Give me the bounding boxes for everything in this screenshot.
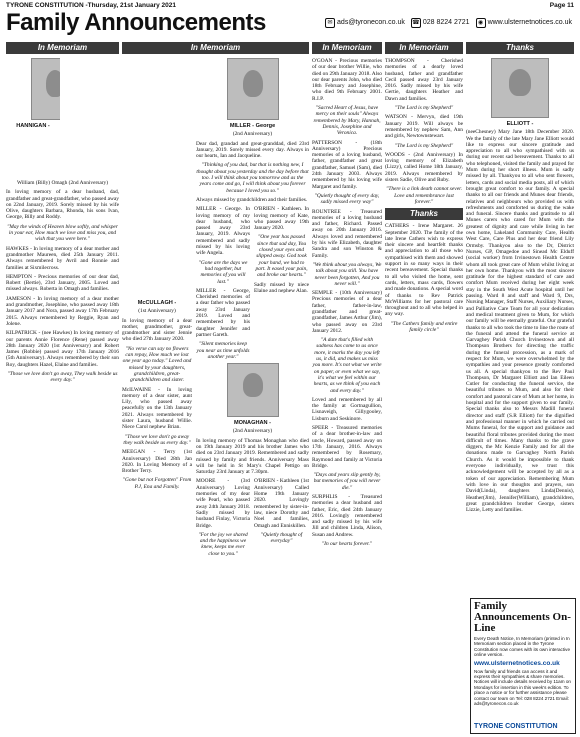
section-bar-4: In Memoriam bbox=[385, 42, 463, 54]
notice-rountree: ROUNTREE - Treasured memories of a loving husband and father, Richard. Passed away on 20th January 2016. Always loved and remembered by his wife Elizabeth, daughter Sandra and son Winston & Family. bbox=[312, 208, 382, 259]
section-bar-5: Thanks bbox=[466, 42, 574, 54]
notice-miller-2: MILLER - George. In loving memory of my dear husband, who passed away 23rd January, 2019. Always remembered and sadly missed by his loving wife Angela. bbox=[196, 206, 250, 257]
column-3: MILLER - George (2nd Anniversary) Dear dad, grandad and great-granddad, died 23rd January, 2019. Sorely missed every day. Always in our hearts, Ian and Jacqueline. "Thinking of you dad, but that is nothing new, I thought about you yesterday and the day before that too. I will think about you tomorrow and as the years come and go, I will think about you forever because I loved you so." Always missed by grandchildren and their families. MILLER - George. In loving memory of my dear husband, who passed away 23rd January, 2019. Always remembered and sadly missed by his loving wife Angela. "Gone are the days we had together, but memories of you will last." MILLER - George, Cherished memories of a dear father who passed away 23rd January 2019. Loved and remembered by his daughter Jennifer and partner Gareth. "Silent memories keep you near as time unfolds another year." O'BRIEN - Kathleen. In loving memory of Kate, who passed away 19th January 2020. "One year has passed since that sad day, You closed your eyes and slipped away. God took your hand, we had to part. It eased your pain, and broke our hearts." Sadly missed by niece Elaine and nephew Alan. MONAGHAN - (2nd Anniversary) In loving memory of Thomas Monaghan who died on 19th January 2019 and his brother James who died on 23rd January 2019. Remembered and sadly missed by family and friends. Anniversary Mass will be held in St Mary's Chapel Pettigo on Saturday 23rd January at 7.30pm. MOORE - (3rd Anniversary) Loving memories of my dear wife Pearl, who passed away 24th January 2018. Sadly missed by husband Finlay, Victoria Bridge. "For the joy we shared and the happiness we knew, keeps me ever close to you." O'BRIEN - Kathleen (1st Anniversary) Called Home 19th January 2020. Lovingly remembered by sister-in-law, niece Dorothy and Noel and families, Omagh and Enniskillen. "Quietly thought of everyday" bbox=[196, 58, 309, 733]
phone-contact[interactable]: ☎ 028 8224 2721 bbox=[412, 19, 470, 26]
web-contact[interactable]: ◉ www.ulsternetnotices.co.uk bbox=[476, 18, 572, 28]
thanks-bar: Thanks bbox=[385, 208, 463, 220]
mccullagh-caption: McCULLAGH - bbox=[137, 300, 177, 306]
notice-miller-1: Dear dad, grandad and great-granddad, died 23rd January, 2019. Sorely missed every day. Always in our hearts, Ian and Jacqueline. bbox=[196, 140, 309, 160]
ad-url[interactable]: www.ulsternetnotices.co.uk bbox=[474, 659, 560, 667]
notice-surphlis: SURPHLIS - Treasured memories a dear husband and father, Eric, died 24th January 2016. Lovingly remembered and sadly missed by his wife Jill and children Linda, Alison, Susan and Andrew. bbox=[312, 494, 382, 538]
brand-logo: TYRONE CONSTITUTION bbox=[474, 723, 558, 730]
notice-speer: SPEER - Treasured memories of a dear brother-in-law and uncle, Howard, passed away on 17th January, 2016. Always remembered by Rosemary, Raymond and family at Victoria Bridge. bbox=[312, 425, 382, 469]
masthead-left: TYRONE CONSTITUTION -Thursday, 21st January 2021 bbox=[6, 2, 177, 9]
notice-kilpatrick: KILPATRICK - (nee Hawkes) In loving memory of our parents Annie Florence (Rene) passed away 28th January 2020 (1st Anniversary) and Robert James (Robbie) passed away 17th January 2016 (5th Anniversary). Always remembered by their son Roy, daughters Hazel, Elaine and families. bbox=[6, 330, 119, 368]
section-bar-3: In Memoriam bbox=[312, 42, 382, 54]
column-1-text: William (Billy) Omagh (2nd Anniversary) In loving memory of a dear husband, dad, grandfather and great-grandfather, who passed away on 22nd January, 2019. Sorely missed by his wife Olive, daughters Barbara, Rhonda, his sons Ivan, George, Billy and Roddy. "May the winds of Heaven blow softly, and whisper in your ear, How much we love and miss you, and wish that you were here." HAWKES - In loving memory of a dear mother and grandmother Maureen, died 25th January 2011. Always remembered by Avril and Ronnie and families at Sixmilecross. HEMPTON - Precious memories of our dear dad, Robert (Bertie), 23rd January, 2005. Loved and missed always. Roberta in Omagh and families. JAMESON - In loving memory of a dear mother and grandmother, Josephine, who passed away 18th January 2017 and Nora, passed away 17th February 2015. Always remembered by Reggie, Ryan and Jolene. KILPATRICK - (nee Hawkes) In loving memory of our parents Annie Florence (Rene) passed away 28th January 2020 (1st Anniversary) and Robert James (Robbie) passed away 17th January 2016 (5th Anniversary). Always remembered by their son Roy, daughters Hazel, Elaine and families. "Those we love don't go away, They walk beside us every day." bbox=[6, 180, 119, 384]
page-title: Family Announcements bbox=[6, 9, 266, 36]
section-bar-1: In Memoriam bbox=[6, 42, 119, 54]
monaghan-photo bbox=[227, 363, 279, 417]
notice-miller-3: MILLER - George, Cherished memories of a dear father who passed away 23rd January 2019. Loved and remembered by his daughter Jennifer and partner Gareth. bbox=[196, 287, 250, 338]
notice-jameson: JAMESON - In loving memory of a dear mother and grandmother, Josephine, who passed away 18th January 2017 and Nora, passed away 17th February 2015. Always remembered by Reggie, Ryan and Jolene. bbox=[6, 295, 119, 327]
notice-mccullagh: In loving memory of a dear mother, grandmother, great-grandmother and sister Jennie who died 27th January 2020. bbox=[122, 317, 192, 343]
notice-meegan: MEEGAN - Terry (1st Anniversary) Died 28th Jan 2020. In Loving Memory of a Brother Terry. bbox=[122, 449, 192, 475]
contact-strip bbox=[325, 18, 572, 28]
notice-monaghan: In loving memory of Thomas Monaghan who died on 19th January 2019 and his brother James who died on 23rd January 2019. Remembered and sadly missed by family and friends. Anniversary Mass will be held in St Mary's Chapel Pettigo on Saturday 23rd January at 7.30pm. bbox=[196, 437, 309, 476]
notice-obrien-2: O'BRIEN - Kathleen (1st Anniversary) Called Home 19th January 2020. Lovingly remembered by sister-in-law, niece Dorothy and Noel and families, Omagh and Enniskillen. bbox=[254, 478, 309, 529]
column-6: ELLIOTT - (neeChesney) Mary Jane 18th December 2020. We the family of the late Mary Jane Elliott would like to express our sincere gratitude and appreciation to all who sympathised with us during our recent sad bereavement. Thanks to all who telephoned, visited the family and prayed for Mum during her short illness. Mum is sadly missed by all. Thankyou to all who sent flowers, letters, cards and social media posts, all of which brought great comfort to our family. A special thanks to all our friends and Munes dear friends, relatives and neighbours who provided us with refreshments and comforted us during the wake and funeral. Sincere thanks and gratitude to all Munes carers who cared for Mum with the greatest of dignity and care while living in her own home, Lakeland Community Care, Health West Care, Care Plus and her dear friend Lily Ormsby. Thankyou also to the Dr, District Nurses, GP, Omagedoe and Sinead Mc Elduff (social worker) from Irvinestown Health Centre whom all took great care of Mum whilst living at her own home. Thankyou with the most sincere gratitude for the highest standard of care and comfort Mum received during her eight week stay in the South West Acute hospital until her passing. Ward 8 and staff and Ward 9, Drs, Nursing Manager, Staff Nurses, Auxiliary Nurses, and Palliative Care Team for all your dedication and medical treatment given to Mum, for which our family will be eternally grateful. Our grateful thanks to all who took the time to line the route of the funeral and attend the funeral service at Garvaghey Parish Church Irvinestown and all Thompson Brothers for directing the traffic during the funeral procession, as a mark of respect for Mum, we were overwhelmed by the sympathies and your presence greatly comforted us all. A special thankyou to the Rev Paul Thompson, Dr Margaret Elliott and Ian Eileen Cutler for conducting the funeral service, the beautiful tributes to Mum, and also for their comfort and pastoral care of Mum at her home, in hospital and for the support given to our family. Special thanks also to Messrs Madill funeral director and staff (S.R Elliott) for the dignified and professional manner in which he carried out Mums funeral, for the support and guidance and beautiful floral tributes provided during the most difficult of times. Many thanks to the grave diggers, the Mc Kenzie Family and for all the donations made to Garvaghey North Parish Church. As it would be impossible to thank everyone individually, we trust this acknowledgement will be accepted by all as a token of our appreciation. Remembering Mum with love in our thoughts and prayers, son David(Linda), daughters Linda(Dennis), Heather(Jim), Jennifer(William), grandchildren, great grandchildren brother George, sisters Lizzie, Letty and families. bbox=[466, 58, 574, 594]
email-icon: ✉ bbox=[325, 18, 335, 28]
page-number: Page 11 bbox=[549, 2, 574, 9]
hannigan-caption: HANNIGAN - bbox=[16, 123, 50, 129]
notice-obrien-1: O'BRIEN - Kathleen. In loving memory of Kate, who passed away 19th January 2020. bbox=[254, 206, 309, 232]
column-2: McCULLAGH - (1st Anniversary) In loving memory of a dear mother, grandmother, great-grandmother and sister Jennie who died 27th January 2020. "No verse can say no flowers can repay, How much we lost one year ago today." Loved and missed by your daughters, grandchildren, great-grandchildren and sister. McILWAINE - In loving memory of a dear sister, aunt Lily, who passed away peacefully on the 13th January 2021. Always remembered by sister Laura, husband Willie. Niece Carol nephew Brian. "Those we love don't go away they walk beside us every day." MEEGAN - Terry (1st Anniversary) Died 28th Jan 2020. In Loving Memory of a Brother Terry. "Gone but not Forgotten" From P.J, Ena and Family. bbox=[122, 300, 192, 490]
notice-hempton: HEMPTON - Precious memories of our dear dad, Robert (Bertie), 23rd January, 2005. Loved and missed always. Roberta in Omagh and families. bbox=[6, 273, 119, 293]
notice-watson: WATSON - Mervyn, died 19th January 2019. Will always be remembered by nephew Sam, Ann and girls, Newtownstewart. bbox=[385, 114, 463, 140]
online-notices-ad[interactable] bbox=[470, 598, 576, 734]
ad-body-2: Now family and friends can access it and express their sympathies & share memories. Notices will include details received by 11am on Mondays for insertion in this week's edition. To place a notice or for further assistance please contact our team on Tel: 028 8224 2721 Email: ads@tyronecon.co.uk bbox=[474, 668, 571, 707]
notice-semple: SEMPLE - (10th Anniversary) Precious memories of a dear father, father-in-law, grandfather and great-grandfather, James Arthur (Jim), who passed away on 23rd January 2012. bbox=[312, 290, 382, 334]
ad-body: Every Death Notice, In Memoriam (printed in In Memoriam section placed in the Tyrone Constitution now comes with its own interactive online version. bbox=[474, 636, 570, 658]
notice-ogoan: O'GOAN - Precious memories of our dear brother Willie, who died on 29th January 2018. Also our dear parents John, who died 18th February and Josephine, who died 9th February 2001. R.I.P. bbox=[312, 58, 382, 102]
notice-woods: WOODS - (2nd Anniversary) In loving memory of Elizabeth (Lizzy), called Home 18th January, 2019. Always remembered by sisters Sadie, Olive and Ruby. bbox=[385, 151, 463, 184]
notice-hawkes: HAWKES - In loving memory of a dear mother and grandmother Maureen, died 25th January 2011. Always remembered by Avril and Ronnie and families at Sixmilecross. bbox=[6, 245, 119, 271]
globe-icon: ◉ bbox=[476, 18, 486, 28]
notice-mcilwaine: McILWAINE - In loving memory of a dear sister, aunt Lily, who passed away peacefully on the 13th January 2021. Always remembered by sister Laura, husband Willie. Niece Carol nephew Brian. bbox=[122, 386, 192, 431]
section-bar-2: In Memoriam bbox=[122, 42, 309, 54]
email-contact[interactable]: ✉ ads@tyronecon.co.uk bbox=[325, 18, 405, 28]
miller-photo bbox=[227, 58, 279, 120]
notice-elliott: (neeChesney) Mary Jane 18th December 2020. We the family of the late Mary Jane Elliott would like to express our sincere gratitude and appreciation to all who sympathised with us during our recent sad bereavement. Thanks to all who telephoned, visited the family and prayed for Mum during her short illness. Mum is sadly missed by all. Thankyou to all who sent flowers, letters, cards and social media posts, all of which brought great comfort to our family. A special thanks to all our friends and Munes dear friends, relatives and neighbours who provided us with refreshments and comforted us during the wake and funeral. Sincere thanks and gratitude to all Munes carers who cared for Mum with the greatest of dignity and care while living in her own home, Lakeland Community Care, Health West Care, Care Plus and her dear friend Lily Ormsby. Thankyou also to the Dr, District Nurses, GP, Omagedoe and Sinead Mc Elduff (social worker) from Irvinestown Health Centre whom all took great care of Mum whilst living at her own home. Thankyou with the most sincere gratitude for the highest standard of care and comfort Mum received during her eight week stay in the South West Acute hospital until her passing. Ward 8 and staff and Ward 9, Drs, Nursing Manager, Staff Nurses, Auxiliary Nurses, and Palliative Care Team for all your dedication and medical treatment given to Mum, for which our family will be eternally grateful. Our grateful thanks to all who took the time to line the route of the funeral and attend the funeral service at Garvaghey Parish Church Irvinestown and all Thompson Brothers for directing the traffic during the funeral procession, as a mark of respect for Mum, we were overwhelmed by the sympathies and your presence greatly comforted us all. A special thankyou to the Rev Paul Thompson, Dr Margaret Elliott and Ian Eileen Cutler for conducting the funeral service, the beautiful tributes to Mum, and also for their comfort and pastoral care of Mum at her home, in hospital and for the support given to our family. Special thanks also to Messrs Madill funeral director and staff (S.R Elliott) for the dignified and professional manner in which he carried out Mums funeral, for the support and guidance and beautiful floral tributes provided during the most difficult of times. Many thanks to the grave diggers, the Mc Kenzie Family and for all the donations made to Garvaghey North Parish Church. As it would be impossible to thank everyone individually, we trust this acknowledgement will be accepted by all as a token of our appreciation. Remembering Mum with love in our thoughts and prayers, son David(Linda), daughters Linda(Dennis), Heather(Jim), Jennifer(William), grandchildren, great grandchildren brother George, sisters Lizzie, Letty and families. bbox=[466, 129, 574, 514]
column-4: O'GOAN - Precious memories of our dear brother Willie, who died on 29th January 2018. Also our dear parents John, who died 18th February and Josephine, who died 9th February 2001. R.I.P. "Sacred Heart of Jesus, have mercy on their souls" Always remembered by Mary, Hannah, Dennis, Josephine and Veronica. PATTERSON - (18th Anniversary) Precious memories of a loving husband, father, grandfather and great grandfather, Samuel (Sam), died 24th January 2003. Always remembered by his loving wife Margaret and family. "Quietly thought of every day, sadly missed every way" ROUNTREE - Treasured memories of a loving husband and father, Richard. Passed away on 20th January 2016. Always loved and remembered by his wife Elizabeth, daughter Sandra and son Winston & Family. "We think about you always, We talk about you still. You have never been forgotten, And you never will." SEMPLE - (10th Anniversary) Precious memories of a dear father, father-in-law, grandfather and great-grandfather, James Arthur (Jim), who passed away on 23rd January 2012. "A date that's filled with sadness has come to us once more, it marks the day you left us, it did, and makes us miss you more. It's not what we write on paper, or even what we say, it's what we feel within our hearts, as we think of you each and every day." Loved and remembered by all the family at Gortnagullion, Lisnaveigh, Gillygooley, Lisburn and Seskinore. SPEER - Treasured memories of a dear brother-in-law and uncle, Howard, passed away on 17th January, 2016. Always remembered by Rosemary, Raymond and family at Victoria Bridge. "Days and years slip gently by, but memories of you will never die." SURPHLIS - Treasured memories a dear husband and father, Eric, died 24th January 2016. Lovingly remembered and sadly missed by his wife Jill and children Linda, Alison, Susan and Andrew. "In our hearts forever." bbox=[312, 58, 382, 548]
elliott-photo bbox=[491, 58, 549, 118]
hannigan-photo bbox=[31, 58, 60, 120]
notice-patterson: PATTERSON - (18th Anniversary) Precious memories of a loving husband, father, grandfather and great grandfather, Samuel (Sam), died 24th January 2003. Always remembered by his loving wife Margaret and family. bbox=[312, 139, 382, 190]
notice-cathers: CATHERS - Irene Margaret. 26 September 2020. The family of the late Irene Cathers wish to express their sincere and heartfelt thanks and appreciation to all those who sympathised with them and showed support in so many ways in their recent bereavement. Special thanks to all who visited the home, sent cards, letters, mass cards, flowers and made donations. A special word of thanks to Rev Patrick McWilliams for her pastoral care throughout and to all who helped in any way. bbox=[385, 223, 463, 318]
column-5: THOMPSON - Cherished memories of a dearly loved husband, father and grandfather Cecil passed away 23rd January 2016. Sadly missed by his wife Gertie, daughters Heather and Dawn and families. "The Lord is my Shepherd" WATSON - Mervyn, died 19th January 2019. Will always be remembered by nephew Sam, Ann and girls, Newtownstewart. "The Lord is my Shepherd" WOODS - (2nd Anniversary) In loving memory of Elizabeth (Lizzy), called Home 18th January, 2019. Always remembered by sisters Sadie, Olive and Ruby. "There is a link death cannot sever. Love and remembrance last forever." Thanks CATHERS - Irene Margaret. 26 September 2020. The family of the late Irene Cathers wish to express their sincere and heartfelt thanks and appreciation to all those who sympathised with them and showed support in so many ways in their recent bereavement. Special thanks to all who visited the home, sent cards, letters, mass cards, flowers and made donations. A special word of thanks to Rev Patrick McWilliams for her pastoral care throughout and to all who helped in any way. "The Cathers family and entire family circle" bbox=[385, 58, 463, 333]
ad-title: Family Announcements On-Line bbox=[474, 600, 571, 634]
phone-icon: ☎ bbox=[412, 20, 420, 26]
notice-moore: MOORE - (3rd Anniversary) Loving memories of my dear wife Pearl, who passed away 24th January 2018. Sadly missed by husband Finlay, Victoria Bridge. bbox=[196, 478, 250, 529]
notice-thompson: THOMPSON - Cherished memories of a dearly loved husband, father and grandfather Cecil passed away 23rd January 2016. Sadly missed by his wife Gertie, daughters Heather and Dawn and families. bbox=[385, 58, 463, 102]
notice-hannigan: In loving memory of a dear husband, dad, grandfather and great-grandfather, who passed away on 22nd January, 2019. Sorely missed by his wife Olive, daughters Barbara, Rhonda, his sons Ivan, George, Billy and Roddy. bbox=[6, 189, 119, 221]
